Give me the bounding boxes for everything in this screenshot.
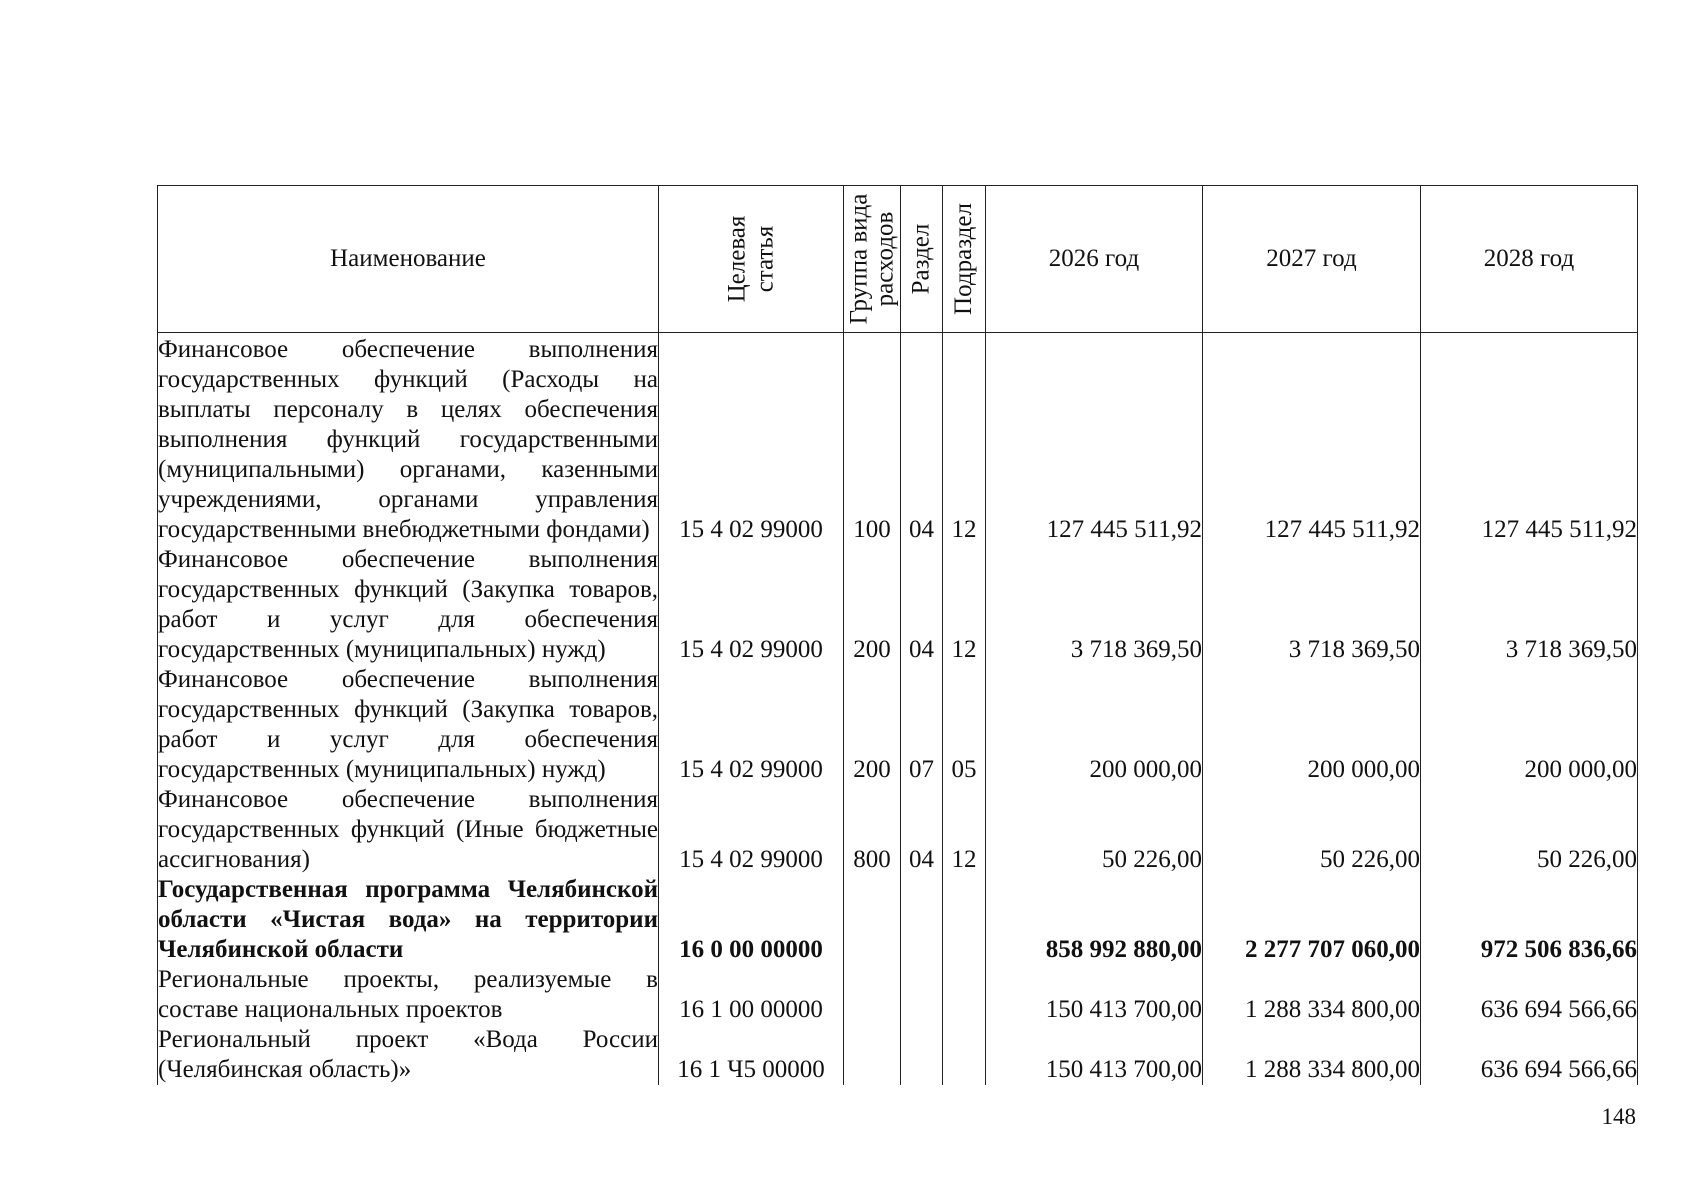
row-subsection — [943, 965, 986, 1025]
row-section — [901, 875, 943, 965]
row-amount-2028: 636 694 566,66 — [1421, 965, 1638, 1025]
row-expense-group — [844, 875, 901, 965]
row-name: Финансовое обеспечение выполнения государственных функций (Закупка товаров, работ и услуг для обеспечения государственных (муниципальных) нужд) — [158, 666, 658, 783]
row-target-article: 16 1 Ч5 00000 — [659, 1025, 844, 1085]
header-year-2026: 2026 год — [986, 186, 1203, 333]
row-section: 04 — [901, 333, 943, 546]
row-section: 04 — [901, 785, 943, 875]
header-section: Раздел — [901, 186, 943, 333]
row-amount-2027: 127 445 511,92 — [1203, 333, 1421, 546]
row-amount-2027: 3 718 369,50 — [1203, 545, 1421, 665]
header-subsection: Подраздел — [943, 186, 986, 333]
row-target-article: 15 4 02 99000 — [659, 665, 844, 785]
budget-table-container — [157, 185, 1637, 1085]
header-target-article: Целевая статья — [659, 186, 844, 333]
row-subsection — [943, 875, 986, 965]
row-expense-group: 100 — [844, 333, 901, 546]
table-row — [158, 785, 1638, 875]
header-year-2027: 2027 год — [1203, 186, 1421, 333]
row-amount-2026: 150 413 700,00 — [986, 1025, 1203, 1085]
header-expense-group: Группа вида расходов — [844, 186, 901, 333]
row-amount-2028: 127 445 511,92 — [1421, 333, 1638, 546]
row-target-article: 15 4 02 99000 — [659, 333, 844, 546]
row-amount-2027: 50 226,00 — [1203, 785, 1421, 875]
row-amount-2028: 636 694 566,66 — [1421, 1025, 1638, 1085]
table-row — [158, 545, 1638, 665]
row-amount-2028: 972 506 836,66 — [1421, 875, 1638, 965]
row-amount-2028: 50 226,00 — [1421, 785, 1638, 875]
row-expense-group — [844, 1025, 901, 1085]
row-subsection: 12 — [943, 545, 986, 665]
table-row — [158, 965, 1638, 1025]
row-subsection — [943, 1025, 986, 1085]
table-row — [158, 1025, 1638, 1085]
row-amount-2026: 858 992 880,00 — [986, 875, 1203, 965]
table-row — [158, 665, 1638, 785]
row-subsection: 12 — [943, 333, 986, 546]
row-name: Государственная программа Челябинской области «Чистая вода» на территории Челябинской области — [158, 876, 658, 963]
row-amount-2026: 150 413 700,00 — [986, 965, 1203, 1025]
table-header-row — [158, 186, 1638, 333]
header-name: Наименование — [158, 186, 659, 333]
row-amount-2027: 1 288 334 800,00 — [1203, 1025, 1421, 1085]
row-amount-2026: 3 718 369,50 — [986, 545, 1203, 665]
row-name: Региональный проект «Вода России (Челябинская область)» — [158, 1026, 658, 1083]
row-amount-2027: 2 277 707 060,00 — [1203, 875, 1421, 965]
row-target-article: 16 0 00 00000 — [659, 875, 844, 965]
row-expense-group: 200 — [844, 545, 901, 665]
table-row — [158, 333, 1638, 546]
row-amount-2026: 127 445 511,92 — [986, 333, 1203, 546]
row-name: Региональные проекты, реализуемые в составе национальных проектов — [158, 966, 658, 1023]
row-section: 07 — [901, 665, 943, 785]
row-amount-2027: 1 288 334 800,00 — [1203, 965, 1421, 1025]
row-amount-2028: 3 718 369,50 — [1421, 545, 1638, 665]
row-subsection: 05 — [943, 665, 986, 785]
row-target-article: 16 1 00 00000 — [659, 965, 844, 1025]
header-year-2028: 2028 год — [1421, 186, 1638, 333]
row-amount-2026: 50 226,00 — [986, 785, 1203, 875]
row-section — [901, 1025, 943, 1085]
row-expense-group — [844, 965, 901, 1025]
budget-table — [157, 185, 1638, 1085]
row-amount-2026: 200 000,00 — [986, 665, 1203, 785]
row-subsection: 12 — [943, 785, 986, 875]
row-amount-2027: 200 000,00 — [1203, 665, 1421, 785]
row-name: Финансовое обеспечение выполнения государственных функций (Иные бюджетные ассигнования) — [158, 786, 658, 873]
row-target-article: 15 4 02 99000 — [659, 545, 844, 665]
row-expense-group: 800 — [844, 785, 901, 875]
page-number: 148 — [1601, 1104, 1636, 1129]
row-section — [901, 965, 943, 1025]
table-row-program-total — [158, 875, 1638, 965]
row-name: Финансовое обеспечение выполнения государственных функций (Закупка товаров, работ и услуг для обеспечения государственных (муниципальных) нужд) — [158, 546, 658, 663]
row-expense-group: 200 — [844, 665, 901, 785]
row-section: 04 — [901, 545, 943, 665]
row-target-article: 15 4 02 99000 — [659, 785, 844, 875]
row-name: Финансовое обеспечение выполнения государственных функций (Расходы на выплаты персоналу в целях обеспечения выполнения функций государственными (муниципальными) органами, казенными учреждениями, органами управления государственными внебюджетными фондами) — [158, 333, 659, 546]
row-amount-2028: 200 000,00 — [1421, 665, 1638, 785]
